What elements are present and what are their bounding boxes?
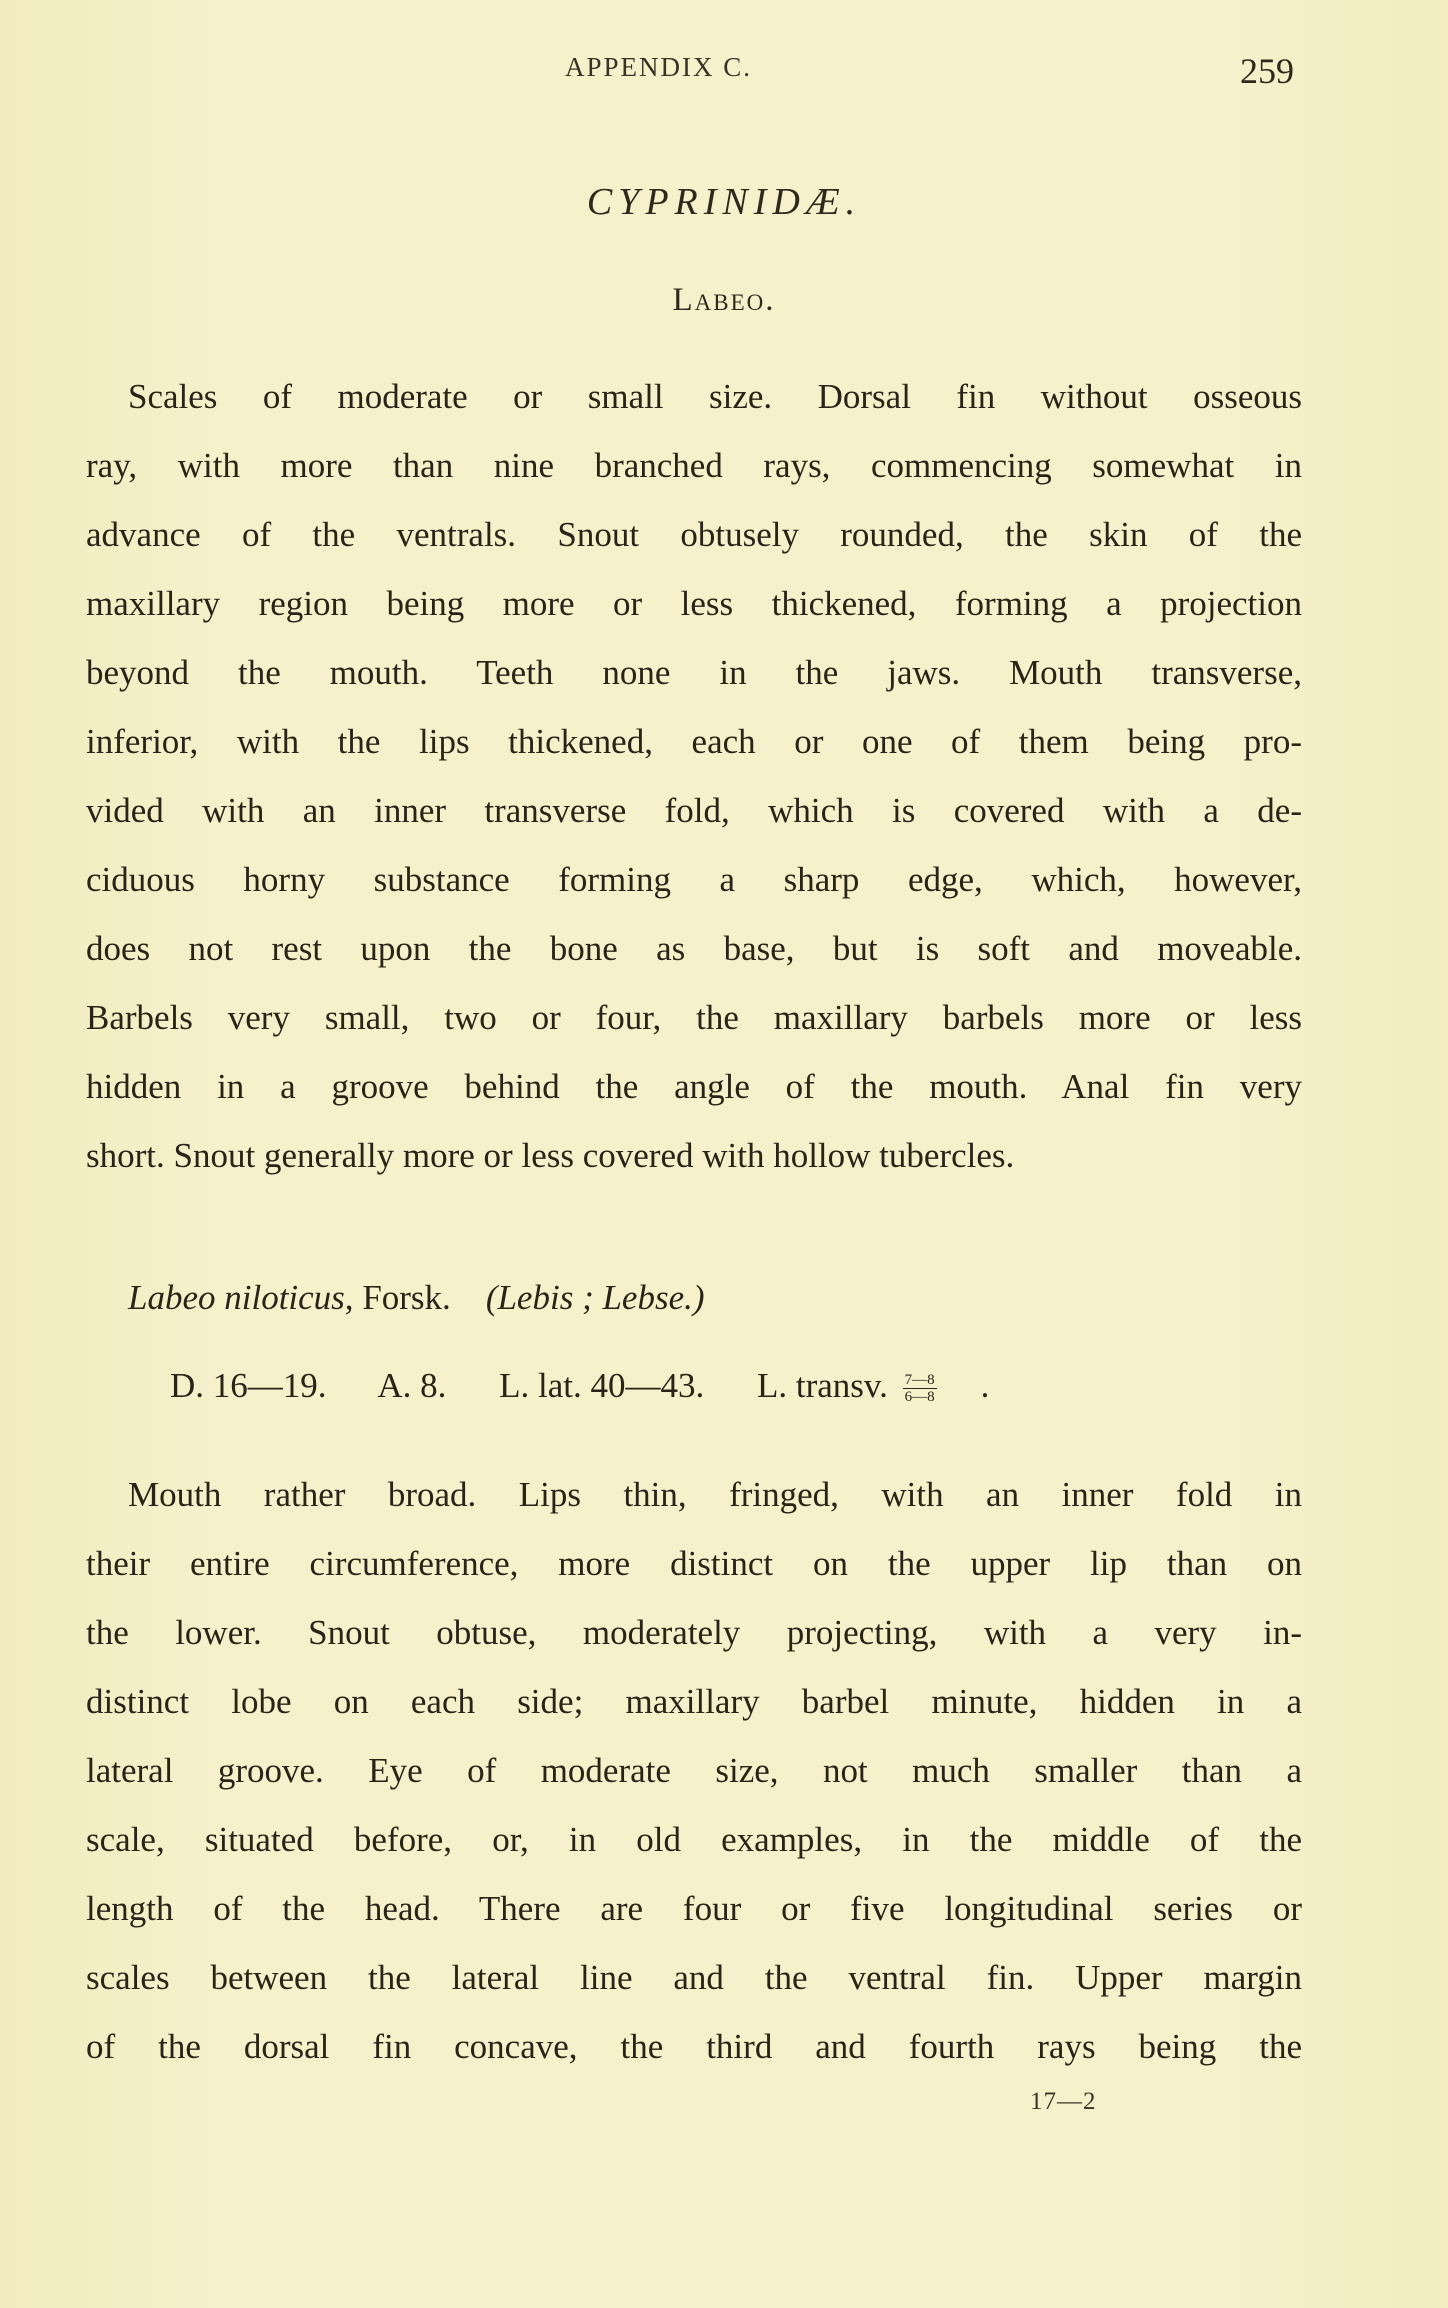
formula-transverse-label: L. transv.	[757, 1366, 888, 1405]
formula-end: .	[980, 1366, 990, 1405]
formula-lateral: L. lat. 40—43.	[499, 1366, 705, 1405]
text-line: maxillary region being more or less thickened, forming a projection	[86, 584, 1302, 623]
text-line: of the dorsal fin concave, the third and fourth rays being the	[86, 2027, 1302, 2066]
family-heading: CYPRINIDÆ.	[586, 181, 862, 223]
text-line: lateral groove. Eye of moderate size, not much smaller than a	[86, 1751, 1302, 1790]
formula-dorsal: D. 16—19.	[170, 1366, 327, 1405]
species-vernacular: (Lebis ; Lebse.)	[485, 1278, 705, 1317]
text-line: beyond the mouth. Teeth none in the jaws. Mouth transverse,	[86, 653, 1302, 692]
fraction-denominator: 6—8	[904, 1389, 935, 1406]
genus-heading: Labeo.	[672, 282, 776, 318]
species-heading	[128, 1278, 705, 1318]
fraction-numerator: 7—8	[904, 1372, 935, 1389]
text-line: hidden in a groove behind the angle of the mouth. Anal fin very	[86, 1067, 1302, 1106]
text-line: Scales of moderate or small size. Dorsal fin without osseous	[128, 377, 1302, 416]
text-line: the lower. Snout obtuse, moderately projecting, with a very in-	[86, 1613, 1302, 1652]
formula-transverse-fraction	[903, 1372, 981, 1405]
printer-signature: 17—2	[1030, 2088, 1097, 2115]
text-line: Barbels very small, two or four, the maxillary barbels more or less	[86, 998, 1302, 1037]
text-line: length of the head. There are four or five longitudinal series or	[86, 1889, 1302, 1928]
text-line: advance of the ventrals. Snout obtusely rounded, the skin of the	[86, 515, 1302, 554]
text-line: ray, with more than nine branched rays, commencing somewhat in	[86, 446, 1302, 485]
species-description	[86, 1460, 1302, 2081]
text-line: scale, situated before, or, in old examples, in the middle of the	[86, 1820, 1302, 1859]
fin-formula	[170, 1366, 989, 1406]
text-line: Mouth rather broad. Lips thin, fringed, with an inner fold in	[128, 1475, 1302, 1514]
text-line: their entire circumference, more distinct on the upper lip than on	[86, 1544, 1302, 1583]
species-binomial: Labeo niloticus,	[128, 1278, 354, 1317]
text-line: does not rest upon the bone as base, but is soft and moveable.	[86, 929, 1302, 968]
text-line: scales between the lateral line and the ventral fin. Upper margin	[86, 1958, 1302, 1997]
running-head: APPENDIX C.	[565, 52, 753, 82]
page-number: 259	[1240, 51, 1294, 91]
text-line: vided with an inner transverse fold, which is covered with a de-	[86, 791, 1302, 830]
species-author: Forsk.	[362, 1278, 451, 1317]
formula-anal: A. 8.	[377, 1366, 447, 1405]
text-line: distinct lobe on each side; maxillary barbel minute, hidden in a	[86, 1682, 1302, 1721]
text-line: short. Snout generally more or less covered with hollow tubercles.	[86, 1136, 1015, 1175]
text-line: ciduous horny substance forming a sharp edge, which, however,	[86, 860, 1302, 899]
text-line: inferior, with the lips thickened, each or one of them being pro-	[86, 722, 1302, 761]
genus-description	[86, 362, 1302, 1190]
